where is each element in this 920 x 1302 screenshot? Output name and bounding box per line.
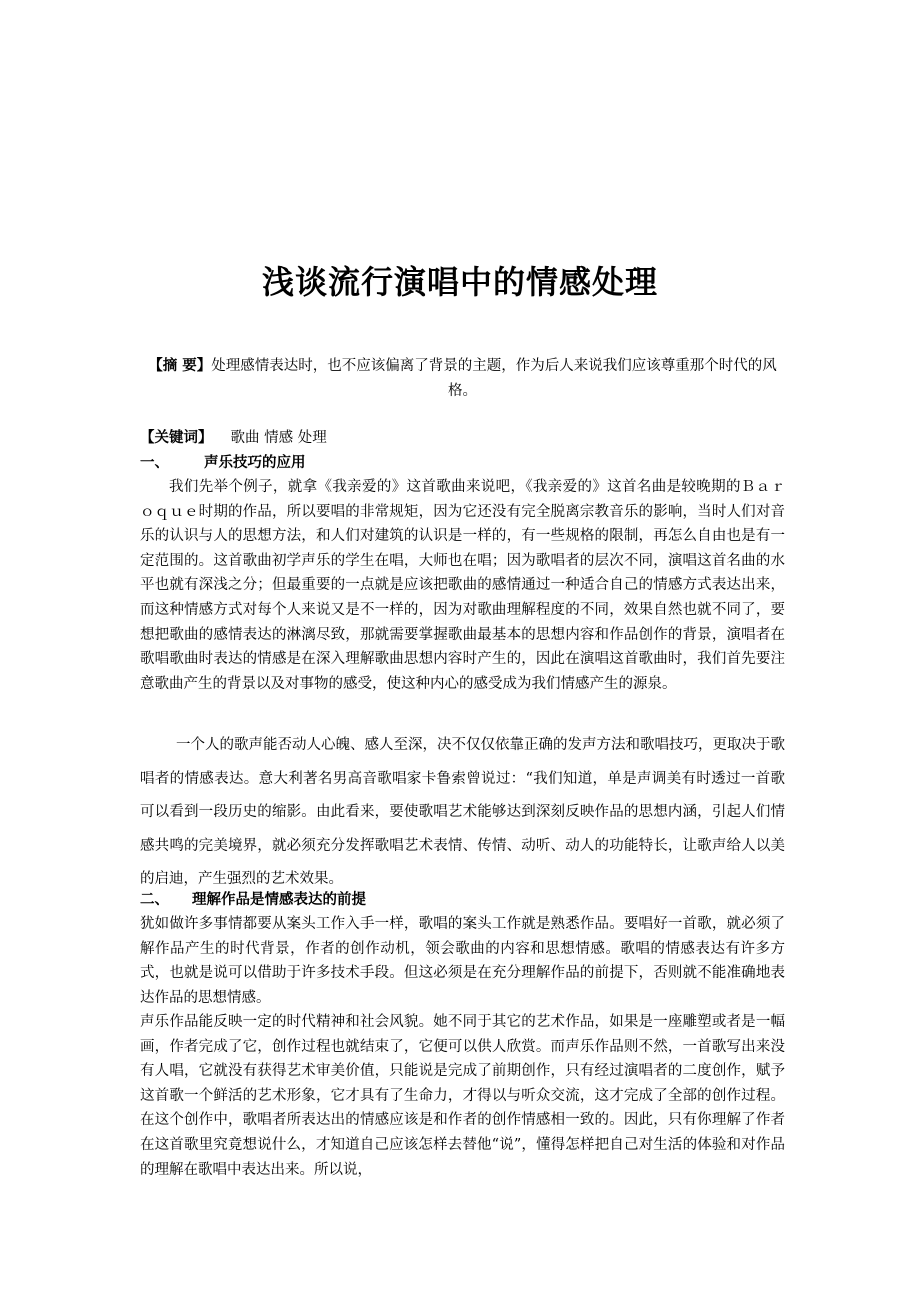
section-heading-2: [140, 890, 366, 910]
section-title-1: 声乐技巧的应用: [204, 454, 306, 471]
keywords-label: 【关键词】: [140, 429, 213, 446]
document-title: 浅谈流行演唱中的情感处理: [261, 263, 658, 301]
section-heading-1: [140, 453, 306, 473]
paragraph-2-1: 犹如做许多事情都要从案头工作入手一样，歌唱的案头工作就是熟悉作品。要唱好一首歌，就必须了解作品产生的时代背景，作者的创作动机，领会歌曲的内容和思想情感。歌唱的情感表达有许多方式，也就是说可以借助于许多技术手段。但这必须是在充分理解作品的前提下，否则就不能准确地表达作品的思想情感。: [140, 916, 785, 1006]
section-number-2: 二、: [140, 891, 169, 908]
abstract: [135, 353, 790, 404]
abstract-text: 处理感情表达时，也不应该偏离了背景的主题，作为后人来说我们应该尊重那个时代的风格。: [211, 358, 777, 399]
paragraph-1-1: 我们先举个例子，就拿《我亲爱的》这首歌曲来说吧，《我亲爱的》这首名曲是较晚期的Ｂａｒｏｑｕｅ时期的作品，所以要唱的非常规矩，因为它还没有完全脱离宗教音乐的影响，当时人们对音乐的认识与人的思想方法，和人们对建筑的认识是一样的，有一些规格的限制，再怎么自由也是有一定范围的。这首歌曲初学声乐的学生在唱，大师也在唱；因为歌唱者的层次不同，演唱这首名曲的水平也就有深浅之分；但最重要的一点就是应该把歌曲的感情通过一种适合自己的情感方式表达出来，而这种情感方式对每个人来说又是不一样的，因为对歌曲理解程度的不同，效果自然也就不同了，要想把歌曲的感情表达的淋漓尽致，那就需要掌握歌曲最基本的思想内容和作品创作的背景，演唱者在歌唱歌曲时表达的情感是在深入理解歌曲思想内容时产生的，因此在演唱这首歌曲时，我们首先要注意歌曲产生的背景以及对事物的感受，使这种内心的感受成为我们情感产生的源泉。: [140, 479, 785, 692]
section-title-2: 理解作品是情感表达的前提: [192, 891, 366, 908]
section-number-1: 一、: [140, 454, 169, 471]
keywords-values: 歌曲 情感 处理: [230, 430, 327, 446]
paragraph-1-2: 一个人的歌声能否动人心魄、感人至深，决不仅仅依靠正确的发声方法和歌唱技巧，更取决于歌唱者的情感表达。意大利著名男高音歌唱家卡鲁索曾说过：“我们知道，单是声调美有时透过一首歌可以看到一段历史的缩影。由此看来，要使歌唱艺术能够达到深刻反映作品的思想内涵，引起人们情感共鸣的完美境界，就必须充分发挥歌唱艺术表情、传情、动听、动人的功能特长，让歌声给人以美的启迪，产生强烈的艺术效果。: [140, 737, 785, 887]
paragraph-2-2: 声乐作品能反映一定的时代精神和社会风貌。她不同于其它的艺术作品，如果是一座雕塑或者是一幅画，作者完成了它，创作过程也就结束了，它便可以供人欣赏。而声乐作品则不然，一首歌写出来没有人唱，它就没有获得艺术审美价值，只能说是完成了前期创作，只有经过演唱者的二度创作，赋予这首歌一个鲜活的艺术形象，它才具有了生命力，才得以与听众交流，这才完成了全部的创作过程。在这个创作中，歌唱者所表达出的情感应该是和作者的创作情感相一致的。因此，只有你理解了作者在这首歌里究竟想说什么，才知道自己应该怎样去替他“说”，懂得怎样把自己对生活的体验和对作品的理解在歌唱中表达出来。所以说，: [140, 1014, 785, 1178]
abstract-label: 【摘 要】: [148, 357, 212, 374]
keywords: [140, 428, 327, 448]
